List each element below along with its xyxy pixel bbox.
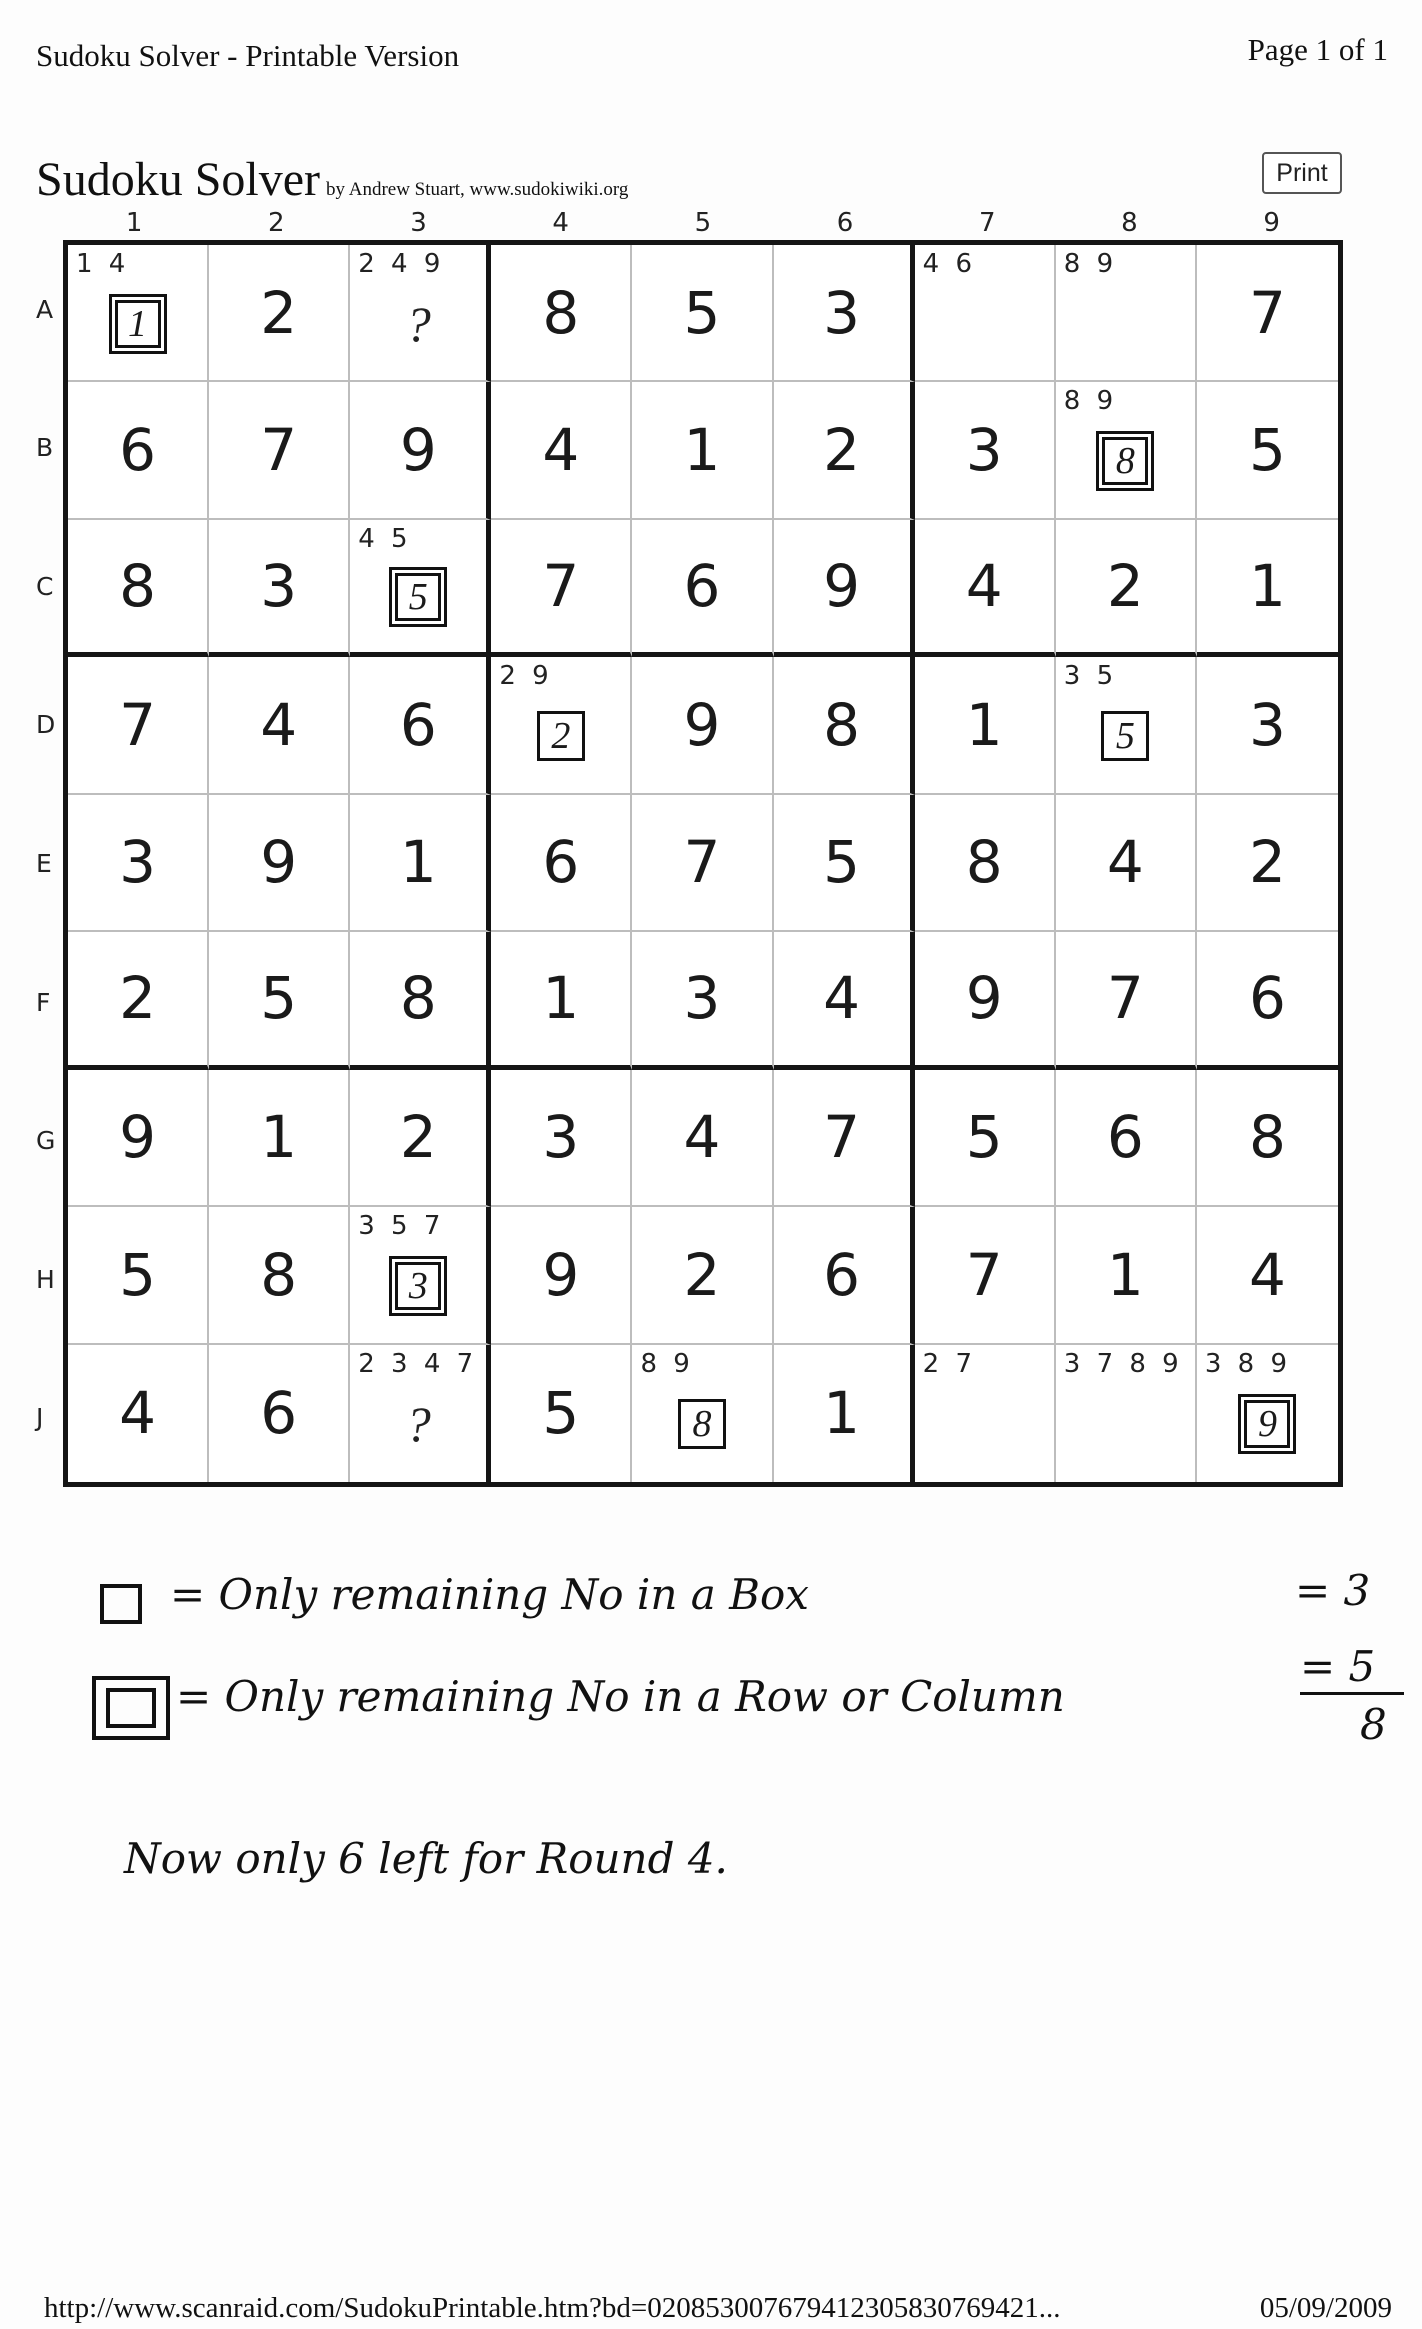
cell-value-wrap xyxy=(350,267,486,380)
cell-value: 2 xyxy=(1106,552,1144,621)
sudoku-cell xyxy=(1056,932,1197,1069)
sudoku-cell xyxy=(68,1070,209,1207)
cell-value-wrap xyxy=(915,382,1054,517)
sudoku-cell xyxy=(209,657,350,794)
sudoku-cell xyxy=(209,1345,350,1482)
cell-value: 5 xyxy=(683,278,721,347)
sudoku-cell xyxy=(350,245,491,382)
cell-value-wrap xyxy=(774,1070,910,1205)
sudoku-cell xyxy=(491,245,632,382)
sudoku-cell xyxy=(1197,520,1338,657)
cell-value-wrap xyxy=(68,1207,207,1342)
sudoku-cell xyxy=(915,245,1056,382)
sudoku-cell xyxy=(68,1345,209,1482)
sudoku-cell xyxy=(632,1207,773,1344)
sudoku-cell xyxy=(915,932,1056,1069)
cell-value-wrap xyxy=(1197,245,1338,380)
cell-value-wrap xyxy=(774,1345,910,1482)
cell-value-wrap xyxy=(68,657,207,792)
double-box-mark xyxy=(1096,431,1154,491)
sudoku-cell xyxy=(632,795,773,932)
column-label: 1 xyxy=(125,208,143,238)
cell-value: 3 xyxy=(1248,691,1286,760)
cell-value-wrap xyxy=(915,657,1054,792)
double-box-mark xyxy=(389,567,447,627)
row-label: A xyxy=(36,294,54,324)
cell-candidates: 8 9 xyxy=(640,1348,694,1379)
cell-value: 1 xyxy=(542,964,580,1033)
cell-value-wrap xyxy=(350,542,486,652)
cell-value-wrap xyxy=(350,382,486,517)
cell-value-wrap xyxy=(632,1070,771,1205)
cell-value-wrap xyxy=(632,1367,771,1482)
cell-value-wrap xyxy=(632,520,771,652)
note-total: 8 xyxy=(1360,1700,1387,1749)
cell-candidates: 2 7 xyxy=(922,1348,977,1379)
row-label: J xyxy=(36,1403,44,1433)
sudoku-cell xyxy=(774,932,915,1069)
cell-value: 9 xyxy=(683,691,721,760)
cell-value: 3 xyxy=(542,1103,580,1172)
column-label: 4 xyxy=(552,208,569,238)
cell-value-wrap xyxy=(1056,1070,1195,1205)
sudoku-cell xyxy=(209,932,350,1069)
cell-candidates: 3 7 8 9 xyxy=(1063,1348,1183,1379)
sudoku-cell xyxy=(1056,1345,1197,1482)
cell-value: 1 xyxy=(1106,1240,1144,1309)
note-line-2-count: = 5 xyxy=(1300,1642,1376,1691)
cell-value: 2 xyxy=(119,964,156,1033)
cell-value: 9 xyxy=(823,552,861,621)
cell-value: 4 xyxy=(1248,1240,1286,1309)
sudoku-cell xyxy=(1056,382,1197,519)
column-label: 7 xyxy=(978,208,996,238)
cell-value: 4 xyxy=(542,416,580,485)
note-line-1: = Only remaining No in a Box xyxy=(170,1570,809,1619)
cell-value-wrap xyxy=(209,520,348,652)
sudoku-cell xyxy=(209,795,350,932)
sudoku-cell xyxy=(68,795,209,932)
cell-value-wrap xyxy=(491,1070,630,1205)
cell-value: 1 xyxy=(260,1103,298,1172)
column-label: 2 xyxy=(268,208,285,238)
sudoku-cell xyxy=(1197,932,1338,1069)
cell-value: 1 xyxy=(823,1379,861,1448)
row-label: H xyxy=(36,1264,55,1294)
cell-value: 5 xyxy=(1101,711,1149,761)
cell-value: 2 xyxy=(1248,828,1286,897)
sudoku-cell xyxy=(915,382,1056,519)
cell-value-wrap xyxy=(1056,795,1195,930)
cell-value: 2 xyxy=(683,1240,721,1309)
cell-value: 2 xyxy=(399,1103,437,1172)
cell-value: 7 xyxy=(823,1103,861,1172)
cell-value-wrap xyxy=(632,1207,771,1342)
footer-date: 05/09/2009 xyxy=(1259,2292,1392,2324)
sudoku-cell xyxy=(491,382,632,519)
sudoku-cell xyxy=(350,1070,491,1207)
cell-value-wrap xyxy=(209,1207,348,1342)
cell-value-wrap xyxy=(68,1070,207,1205)
cell-value: 9 xyxy=(119,1103,156,1172)
sudoku-cell xyxy=(1197,1207,1338,1344)
double-box-mark xyxy=(389,1256,447,1316)
sudoku-cell xyxy=(1197,245,1338,382)
sudoku-cell xyxy=(915,1070,1056,1207)
cell-candidates: 4 6 xyxy=(922,249,977,279)
cell-value-wrap xyxy=(68,267,207,380)
sudoku-cell xyxy=(68,245,209,382)
sudoku-cell xyxy=(209,245,350,382)
cell-value: 8 xyxy=(1102,437,1148,485)
sudoku-cell xyxy=(68,932,209,1069)
cell-value: 7 xyxy=(683,828,721,897)
cell-value-wrap xyxy=(1197,1367,1338,1482)
sudoku-cell xyxy=(350,1345,491,1482)
cell-value: 9 xyxy=(399,416,437,485)
cell-value: 8 xyxy=(260,1240,298,1309)
sudoku-cell xyxy=(915,520,1056,657)
cell-value: 7 xyxy=(1106,964,1144,1033)
cell-value-wrap xyxy=(774,795,910,930)
cell-value: 5 xyxy=(965,1103,1003,1172)
cell-value: 8 xyxy=(965,828,1003,897)
cell-value: 5 xyxy=(1248,416,1286,485)
sudoku-cell xyxy=(68,657,209,794)
note-line-2: = Only remaining No in a Row or Column xyxy=(176,1672,1065,1721)
cell-value: 4 xyxy=(260,691,298,760)
cell-value: 6 xyxy=(823,1240,861,1309)
sum-line xyxy=(1300,1692,1404,1695)
sudoku-cell xyxy=(1197,1070,1338,1207)
cell-value-wrap xyxy=(209,795,348,930)
cell-value-wrap xyxy=(350,1070,486,1205)
cell-value-wrap xyxy=(915,520,1054,652)
column-labels xyxy=(63,208,1343,240)
cell-value: 8 xyxy=(119,552,156,621)
cell-value: 4 xyxy=(1106,828,1144,897)
sudoku-cell xyxy=(1056,1207,1197,1344)
cell-value: 8 xyxy=(399,964,437,1033)
sudoku-cell xyxy=(209,1207,350,1344)
row-label: C xyxy=(36,571,54,601)
sudoku-cell xyxy=(68,1207,209,1344)
cell-value-wrap xyxy=(350,932,486,1064)
sudoku-cell xyxy=(350,795,491,932)
footer-url: http://www.scanraid.com/SudokuPrintable.htm?bd=020853007679412305830769421... xyxy=(44,2292,1061,2324)
sudoku-cell xyxy=(1197,795,1338,932)
cell-value: 5 xyxy=(823,828,861,897)
sudoku-cell xyxy=(491,1345,632,1482)
cell-value-wrap xyxy=(632,245,771,380)
sudoku-cell xyxy=(491,932,632,1069)
sudoku-cell xyxy=(1056,245,1197,382)
cell-value-wrap xyxy=(774,657,910,792)
sudoku-cell xyxy=(774,1345,915,1482)
cell-value: 9 xyxy=(542,1240,580,1309)
cell-value-wrap xyxy=(1056,404,1195,517)
cell-value-wrap xyxy=(774,932,910,1064)
row-label: E xyxy=(36,849,52,879)
cell-value-wrap xyxy=(68,932,207,1064)
cell-value-wrap xyxy=(1197,1070,1338,1205)
sudoku-cell xyxy=(774,382,915,519)
cell-candidates: 2 3 4 7 xyxy=(358,1348,478,1379)
cell-value: 1 xyxy=(115,300,161,348)
cell-value-wrap xyxy=(68,795,207,930)
cell-value-wrap xyxy=(915,932,1054,1064)
cell-value-wrap xyxy=(915,1207,1054,1342)
sudoku-cell xyxy=(209,520,350,657)
cell-value-wrap xyxy=(350,657,486,792)
cell-value: 3 xyxy=(683,964,721,1033)
cell-value: 3 xyxy=(965,416,1003,485)
cell-candidates: 8 9 xyxy=(1063,386,1118,417)
cell-value-wrap xyxy=(774,1207,910,1342)
sudoku-grid xyxy=(63,240,1343,1487)
cell-value: 6 xyxy=(1106,1103,1144,1172)
note-line-1-count: = 3 xyxy=(1295,1566,1371,1615)
cell-value: 5 xyxy=(260,964,298,1033)
cell-value: 2 xyxy=(823,416,861,485)
cell-value: 5 xyxy=(542,1379,580,1448)
cell-value-wrap xyxy=(350,1229,486,1342)
row-label: G xyxy=(36,1126,56,1156)
sudoku-cell xyxy=(350,382,491,519)
cell-value-wrap xyxy=(774,382,910,517)
cell-value: 5 xyxy=(119,1240,156,1309)
cell-candidates: 1 4 xyxy=(76,249,130,279)
cell-value-wrap xyxy=(774,520,910,652)
cell-value-wrap xyxy=(68,520,207,652)
single-box-symbol xyxy=(100,1584,142,1624)
cell-value-wrap xyxy=(491,795,630,930)
cell-value: 6 xyxy=(542,828,580,897)
cell-value-wrap xyxy=(632,932,771,1064)
double-box-mark xyxy=(1238,1394,1296,1454)
sudoku-cell xyxy=(209,382,350,519)
cell-value-wrap xyxy=(1197,932,1338,1064)
double-box-symbol xyxy=(92,1676,170,1740)
sudoku-cell xyxy=(774,520,915,657)
cell-value: 3 xyxy=(395,1262,441,1310)
cell-value-wrap xyxy=(915,1070,1054,1205)
cell-value-wrap xyxy=(209,932,348,1064)
row-labels xyxy=(36,240,62,1487)
cell-value: 9 xyxy=(260,828,298,897)
cell-value: 9 xyxy=(1244,1400,1290,1448)
app-title-text: Sudoku Solver xyxy=(36,153,321,206)
cell-value: 7 xyxy=(542,552,580,621)
sudoku-cell xyxy=(1056,795,1197,932)
cell-value-wrap xyxy=(774,245,910,380)
sudoku-cell xyxy=(915,657,1056,794)
app-title xyxy=(36,152,628,207)
sudoku-cell xyxy=(1056,520,1197,657)
cell-value-wrap xyxy=(350,1367,486,1482)
cell-value-wrap xyxy=(491,1345,630,1482)
cell-value: 7 xyxy=(260,416,298,485)
cell-value: 9 xyxy=(965,964,1003,1033)
column-label: 9 xyxy=(1263,208,1280,238)
cell-value: 3 xyxy=(260,552,298,621)
sudoku-cell xyxy=(632,657,773,794)
cell-value: 7 xyxy=(119,691,156,760)
cell-value: 5 xyxy=(395,573,441,621)
cell-value-wrap xyxy=(209,382,348,517)
cell-value: 6 xyxy=(260,1379,298,1448)
cell-candidates: 3 5 7 xyxy=(358,1211,445,1242)
cell-value: 7 xyxy=(965,1240,1003,1309)
cell-value-wrap xyxy=(209,1070,348,1205)
cell-value: 3 xyxy=(119,828,156,897)
cell-value: 7 xyxy=(1248,278,1286,347)
sudoku-cell xyxy=(774,657,915,794)
cell-value-wrap xyxy=(491,1207,630,1342)
cell-value-wrap xyxy=(1056,520,1195,652)
page-number: Page 1 of 1 xyxy=(1247,32,1388,67)
cell-value-wrap xyxy=(632,657,771,792)
cell-value-wrap xyxy=(491,679,630,792)
sudoku-cell xyxy=(774,245,915,382)
cell-candidates: 8 9 xyxy=(1063,249,1118,279)
sudoku-cell xyxy=(491,795,632,932)
cell-value-wrap xyxy=(1197,1207,1338,1342)
sudoku-cell xyxy=(350,657,491,794)
cell-candidates: 2 9 xyxy=(499,661,553,692)
cell-candidates: 4 5 xyxy=(358,523,412,554)
sudoku-cell xyxy=(491,1070,632,1207)
column-label: 6 xyxy=(836,208,854,238)
sudoku-cell xyxy=(68,520,209,657)
sudoku-cell xyxy=(350,932,491,1069)
sudoku-cell xyxy=(774,795,915,932)
sudoku-cell xyxy=(68,382,209,519)
sudoku-cell xyxy=(632,520,773,657)
double-box-mark xyxy=(109,294,167,354)
question-mark: ? xyxy=(405,1396,431,1453)
cell-value-wrap xyxy=(68,382,207,517)
cell-candidates: 2 4 9 xyxy=(358,249,445,279)
cell-value-wrap xyxy=(1197,382,1338,517)
sudoku-cell xyxy=(1197,382,1338,519)
cell-value-wrap xyxy=(209,1345,348,1482)
cell-value-wrap xyxy=(632,795,771,930)
cell-value-wrap xyxy=(1056,932,1195,1064)
sudoku-cell xyxy=(774,1070,915,1207)
sudoku-cell xyxy=(350,520,491,657)
cell-value-wrap xyxy=(632,382,771,517)
sudoku-cell xyxy=(491,1207,632,1344)
sudoku-cell xyxy=(632,382,773,519)
page-header-title: Sudoku Solver - Printable Version xyxy=(36,38,460,73)
sudoku-cell xyxy=(915,1345,1056,1482)
sudoku-cell xyxy=(632,1070,773,1207)
row-label: D xyxy=(36,710,56,740)
row-label: F xyxy=(36,987,51,1017)
column-label: 3 xyxy=(410,208,427,238)
cell-value-wrap xyxy=(915,795,1054,930)
sudoku-cell xyxy=(915,1207,1056,1344)
cell-value-wrap xyxy=(1197,795,1338,930)
question-mark: ? xyxy=(405,295,431,352)
cell-value: 1 xyxy=(683,416,721,485)
cell-value-wrap xyxy=(491,245,630,380)
cell-value: 2 xyxy=(537,711,585,761)
cell-value: 1 xyxy=(965,691,1003,760)
cell-value: 4 xyxy=(119,1379,156,1448)
cell-value-wrap xyxy=(491,932,630,1064)
row-label: B xyxy=(36,433,54,463)
cell-value: 4 xyxy=(683,1103,721,1172)
column-label: 8 xyxy=(1121,208,1138,238)
cell-value: 8 xyxy=(1248,1103,1286,1172)
sudoku-cell xyxy=(1197,1345,1338,1482)
cell-value: 6 xyxy=(683,552,721,621)
cell-value-wrap xyxy=(68,1345,207,1482)
cell-candidates: 3 8 9 xyxy=(1204,1348,1292,1379)
sudoku-cell xyxy=(209,1070,350,1207)
cell-value: 8 xyxy=(542,278,580,347)
print-button[interactable]: Print xyxy=(1262,152,1342,194)
sudoku-cell xyxy=(915,795,1056,932)
cell-value: 3 xyxy=(823,278,861,347)
cell-value: 8 xyxy=(823,691,861,760)
cell-value-wrap xyxy=(350,795,486,930)
sudoku-cell xyxy=(774,1207,915,1344)
app-byline: by Andrew Stuart, www.sudokiwiki.org xyxy=(326,179,629,200)
cell-candidates: 3 5 xyxy=(1063,661,1118,692)
cell-value: 1 xyxy=(399,828,437,897)
cell-value: 6 xyxy=(1248,964,1286,1033)
cell-value-wrap xyxy=(209,657,348,792)
column-label: 5 xyxy=(694,208,712,238)
sudoku-cell xyxy=(491,520,632,657)
cell-value: 1 xyxy=(1248,552,1286,621)
sudoku-cell xyxy=(632,245,773,382)
cell-value-wrap xyxy=(1197,657,1338,792)
cell-value-wrap xyxy=(491,382,630,517)
cell-value-wrap xyxy=(1056,679,1195,792)
cell-value-wrap xyxy=(209,245,348,380)
sudoku-cell xyxy=(1056,1070,1197,1207)
cell-value: 8 xyxy=(678,1399,726,1449)
sudoku-cell xyxy=(632,1345,773,1482)
sudoku-cell xyxy=(1056,657,1197,794)
cell-value-wrap xyxy=(1056,1207,1195,1342)
note-line-3: Now only 6 left for Round 4. xyxy=(124,1834,728,1883)
cell-value: 4 xyxy=(823,964,861,1033)
sudoku-cell xyxy=(491,657,632,794)
cell-value-wrap xyxy=(491,520,630,652)
sudoku-cell xyxy=(350,1207,491,1344)
cell-value-wrap xyxy=(1197,520,1338,652)
cell-value: 4 xyxy=(965,552,1003,621)
cell-value: 6 xyxy=(399,691,437,760)
cell-value: 6 xyxy=(119,416,156,485)
sudoku-cell xyxy=(1197,657,1338,794)
sudoku-cell xyxy=(632,932,773,1069)
cell-value: 2 xyxy=(260,278,298,347)
